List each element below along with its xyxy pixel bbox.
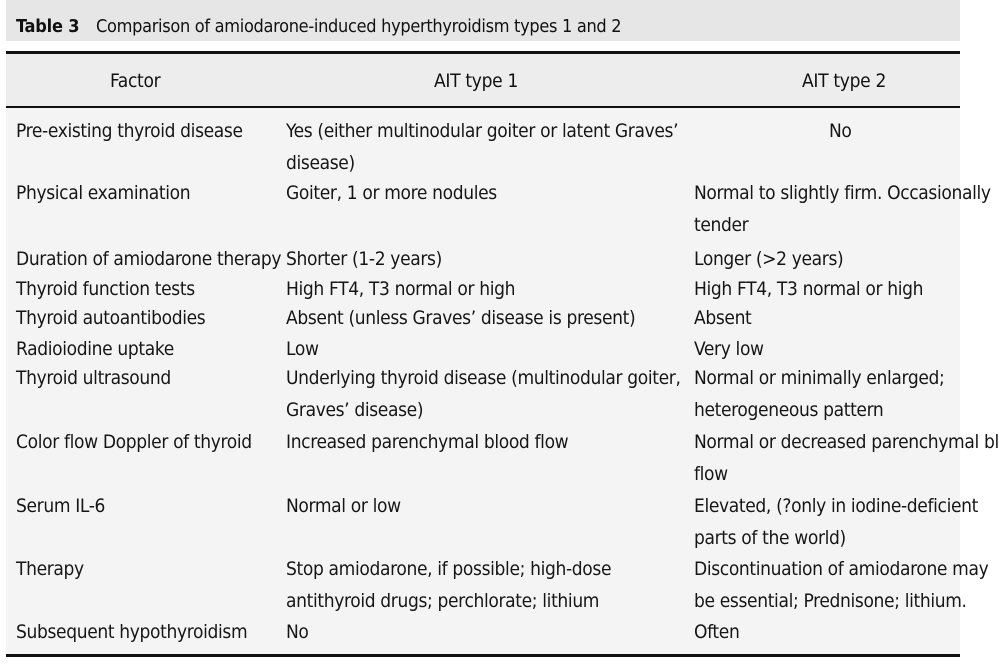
- ait-type-1-cell: Low: [286, 338, 319, 360]
- ait-type-1-cell: Yes (either multinodular goiter or latent Graves’ disease): [286, 120, 679, 174]
- ait-type-1-cell: Shorter (1-2 years): [286, 248, 442, 270]
- table-caption-bar: [6, 0, 960, 41]
- ait-type-2-cell: Often: [694, 621, 740, 643]
- ait-type-2-cell: Normal to slightly firm. Occasionally tender: [694, 182, 991, 236]
- ait-type-2-cell: Longer (>2 years): [694, 248, 844, 270]
- ait-type-2-cell: High FT4, T3 normal or high: [694, 278, 924, 300]
- factor-cell: Radioiodine uptake: [16, 338, 174, 360]
- ait-type-1-cell: Underlying thyroid disease (multinodular goiter, Graves’ disease): [286, 367, 681, 421]
- factor-cell: Pre-existing thyroid disease: [16, 120, 243, 142]
- ait-type-1-cell: Increased parenchymal blood flow: [286, 431, 569, 453]
- factor-cell: Color flow Doppler of thyroid: [16, 431, 252, 453]
- factor-cell: Subsequent hypothyroidism: [16, 621, 248, 643]
- ait-type-2-cell: Absent: [694, 307, 752, 329]
- column-header-ait-type-1: AIT type 1: [434, 70, 519, 92]
- ait-type-1-cell: Normal or low: [286, 495, 401, 517]
- ait-type-1-cell: Goiter, 1 or more nodules: [286, 182, 497, 204]
- bottom-rule: [6, 654, 960, 657]
- table-title: Comparison of amiodarone-induced hyperthyroidism types 1 and 2: [96, 16, 622, 37]
- ait-type-2-cell: Very low: [694, 338, 764, 360]
- factor-cell: Physical examination: [16, 182, 191, 204]
- ait-type-2-cell: Normal or decreased parenchymal bl flow: [694, 431, 999, 485]
- ait-type-1-cell: High FT4, T3 normal or high: [286, 278, 516, 300]
- ait-type-1-cell: Stop amiodarone, if possible; high-dose antithyroid drugs; perchlorate; lithium: [286, 558, 612, 612]
- ait-type-2-cell: Normal or minimally enlarged; heterogeneous pattern: [694, 367, 945, 421]
- ait-type-1-cell: Absent (unless Graves’ disease is present): [286, 307, 636, 329]
- ait-type-1-cell: No: [286, 621, 309, 643]
- factor-cell: Therapy: [16, 558, 84, 580]
- factor-cell: Duration of amiodarone therapy: [16, 248, 282, 270]
- ait-type-2-cell: Discontinuation of amiodarone may be essential; Prednisone; lithium.: [694, 558, 989, 612]
- factor-cell: Thyroid function tests: [16, 278, 195, 300]
- column-header-factor: Factor: [110, 70, 161, 92]
- factor-cell: Thyroid autoantibodies: [16, 307, 206, 329]
- column-header-ait-type-2: AIT type 2: [802, 70, 887, 92]
- factor-cell: Serum IL-6: [16, 495, 106, 517]
- factor-cell: Thyroid ultrasound: [16, 367, 171, 389]
- ait-type-2-cell: No: [829, 120, 852, 142]
- ait-type-2-cell: Elevated, (?only in iodine-deficient parts of the world): [694, 495, 978, 549]
- table-label: Table 3: [16, 16, 80, 37]
